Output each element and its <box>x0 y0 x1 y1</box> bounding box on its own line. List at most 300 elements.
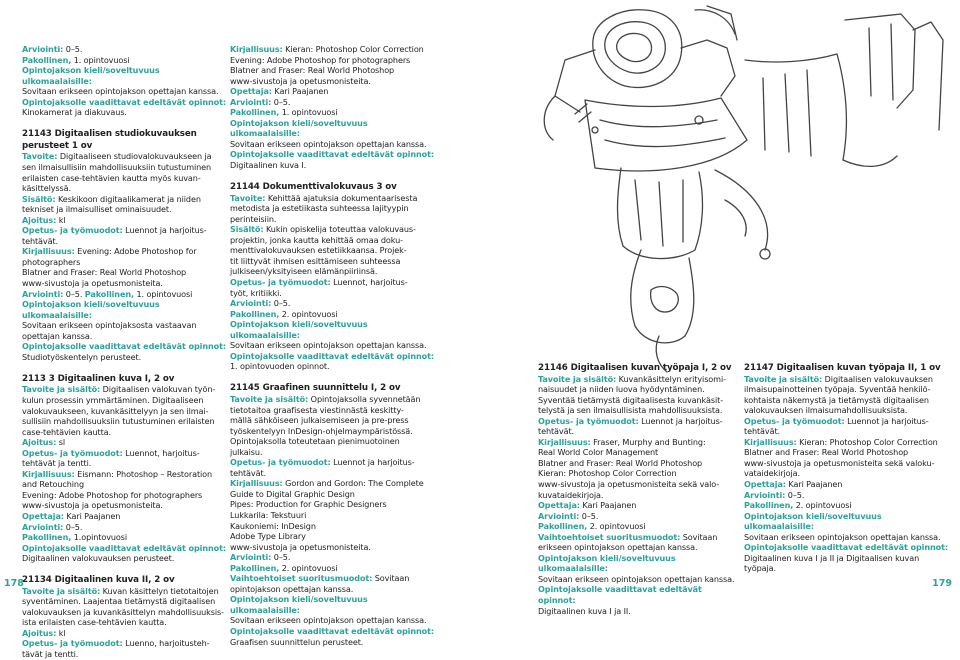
text-line <box>538 384 738 395</box>
text-line <box>22 215 230 226</box>
text-line <box>230 468 440 479</box>
field-label: Pakollinen, <box>84 288 134 299</box>
text-line <box>22 257 230 268</box>
text-line <box>22 341 230 352</box>
field-value: 1. opintovuoden opinnot. <box>230 361 330 372</box>
text-line <box>230 521 440 532</box>
text-line <box>538 437 738 448</box>
field-label: Opetus- ja työmuodot: <box>22 225 123 236</box>
field-value: Studiotyöskentelyn perusteet. <box>22 351 142 362</box>
field-value: valokuvaukseen, kuvankäsittelyyn ja sen ilmai- <box>22 405 209 416</box>
text-line <box>22 352 230 363</box>
text-line <box>230 139 440 150</box>
text-line <box>538 447 738 458</box>
field-value: tekniset ja ilmaisulliset ominaisuudet. <box>22 204 172 215</box>
field-value: Sovitaan erikseen opintojakson opettajan kanssa. <box>230 138 427 149</box>
field-label: Kirjallisuus: <box>744 436 797 447</box>
field-value: 1.opintovuosi <box>71 532 128 543</box>
field-value: sl <box>56 437 66 448</box>
course-title: 2113 3 Digitaalinen kuva I, 2 ov <box>22 373 175 384</box>
field-value: Sovitaan erikseen opintojakson opettajan kanssa. <box>538 573 735 584</box>
field-label: Opintojakson kieli/soveltuvuus ulkomaalaisille: <box>538 552 676 574</box>
course-title: 21145 Graafinen suunnittelu I, 2 ov <box>230 383 401 394</box>
field-value: Sovitaan erikseen opintojakson opettajan kanssa. <box>744 531 941 542</box>
field-value: www-sivustoja ja opetusmonisteita. <box>22 277 163 288</box>
field-value: tietotaitoa graafisesta viestinnästä keskitty- <box>230 404 404 415</box>
text-line <box>22 607 230 618</box>
field-value: Luennot, harjoitus- <box>122 447 200 458</box>
field-label: Ajoitus: <box>22 214 57 225</box>
text-line <box>538 542 738 553</box>
field-value: opintojakson opettajan kanssa. <box>230 583 354 594</box>
text-line <box>22 44 230 55</box>
text-line <box>230 361 440 372</box>
text-line <box>538 405 738 416</box>
field-value: julkiseen/yksityiseen elämänpiiriinsä. <box>230 266 378 277</box>
field-label: Opettaja: <box>538 500 580 511</box>
text-line <box>230 426 440 437</box>
text-line <box>230 563 440 574</box>
field-label: Pakollinen, <box>230 308 280 319</box>
field-value: työskentelyyn InDesign-ohjelmaympäristössä. <box>230 425 413 436</box>
text-line <box>22 553 230 564</box>
text-line <box>744 416 954 427</box>
course-heading <box>22 574 230 586</box>
text-line <box>22 289 230 300</box>
text-line <box>538 468 738 479</box>
course-heading <box>230 181 440 193</box>
field-value: kl <box>56 214 66 225</box>
field-label: Ajoitus: <box>22 437 57 448</box>
course-heading <box>22 128 230 140</box>
course-heading <box>230 382 440 394</box>
field-value: valokuvauksen ilmaisumahdollisuuksista. <box>744 405 908 416</box>
text-line <box>744 479 954 490</box>
text-line <box>538 500 738 511</box>
field-label: Opintojakson kieli/soveltuvuus ulkomaalaisille: <box>230 319 368 340</box>
field-value: kulun prosessin ymmärtäminen. Digitaaliseen <box>22 394 204 405</box>
text-line <box>230 394 440 405</box>
text-line <box>22 236 230 247</box>
field-label: Opintojaksolle vaadittavat edeltävät opinnot: <box>230 625 435 636</box>
field-value: Kari Paajanen <box>785 479 843 490</box>
field-label: Arviointi: <box>230 96 272 107</box>
field-label: Arviointi: <box>22 521 64 532</box>
field-label: Arviointi: <box>230 552 272 563</box>
text-line <box>22 107 230 118</box>
text-line <box>22 204 230 215</box>
field-value: 0–5. <box>63 44 83 54</box>
course-title: 21146 Digitaalisen kuvan työpaja I, 2 ov <box>538 363 732 373</box>
text-line <box>22 617 230 628</box>
field-value: Sovitaan erikseen opintojakson opettajan kanssa. <box>230 615 427 626</box>
text-line <box>230 405 440 416</box>
field-label: Pakollinen, <box>22 54 72 65</box>
field-label: Opintojakson kieli/soveltuvuus ulkomaalaisille: <box>230 117 368 139</box>
field-value: valokuvauksen ja kuvankäsittelyn mahdollisuuksis- <box>22 606 224 617</box>
text-line <box>230 584 440 595</box>
text-line <box>230 224 440 235</box>
field-value: julkaisu. <box>230 446 263 457</box>
text-line <box>230 65 440 76</box>
field-value: www-sivustoja ja opetusmonisteita. <box>230 541 371 552</box>
field-value: Digitaalinen valokuvauksen perusteet. <box>22 553 175 564</box>
text-line <box>22 395 230 406</box>
field-value: 2. opintovuosi <box>279 562 338 573</box>
field-value: Syventää tietämystä digitaalisesta kuvankäsit- <box>538 394 724 405</box>
field-label: Arviointi: <box>22 288 64 299</box>
field-value: tehtävät. <box>22 235 59 246</box>
field-value: and Retouching <box>22 479 84 490</box>
field-value: www-sivustoja ja opetusmonisteita. <box>230 75 371 86</box>
field-value: Digitaalinen kuva I ja II. <box>538 605 631 616</box>
text-line <box>230 245 440 256</box>
field-value: telystä ja sen ilmaisullisista mahdollisuuksista. <box>538 405 723 416</box>
field-label: Opetus- ja työmuodot: <box>744 415 845 426</box>
text-line <box>230 615 440 626</box>
field-value: Fraser, Murphy and Bunting: <box>590 436 706 447</box>
text-line <box>230 340 440 351</box>
field-value: 0–5. <box>579 510 599 521</box>
spacer <box>230 372 440 383</box>
text-line <box>230 436 440 447</box>
field-value: 0–5. <box>271 298 291 309</box>
field-value: tehtävät ja tentti. <box>22 458 92 469</box>
field-label: Pakollinen, <box>538 521 588 532</box>
field-value: Lukkarila: Tekstuuri <box>230 509 307 520</box>
field-label: Opetus- ja työmuodot: <box>22 638 123 649</box>
text-line <box>22 522 230 533</box>
course-title: 21144 Dokumenttivalokuvaus 3 ov <box>230 182 397 193</box>
text-line <box>744 437 954 448</box>
text-line <box>230 118 440 139</box>
field-value: Kieran: Photoshop Color Correction <box>538 468 677 479</box>
text-line <box>538 511 738 522</box>
field-value: 1. opintovuosi <box>279 107 338 118</box>
field-value: case-tehtävien kautta. <box>22 426 111 437</box>
field-value: 0–5. <box>63 288 85 299</box>
field-label: Arviointi: <box>538 510 580 521</box>
field-value: Kieran: Photoshop Color Correction <box>282 44 424 54</box>
text-line <box>538 532 738 543</box>
field-value: Evening: Adobe Photoshop for <box>74 246 197 257</box>
field-label: Kirjallisuus: <box>22 468 75 479</box>
text-line <box>744 395 954 406</box>
field-value: Opintojaksolla toteutetaan pienimuotoinen <box>230 436 400 447</box>
text-line <box>230 351 440 362</box>
field-value: Luennot ja harjoitus- <box>330 457 415 468</box>
field-value: www-sivustoja ja opetusmonisteita sekä valo- <box>538 479 720 490</box>
field-value: Kuvankäsittelyn erityisomi- <box>616 373 726 384</box>
text-line <box>22 331 230 342</box>
field-label: Vaihtoehtoiset suoritusmuodot: <box>230 573 373 584</box>
field-value: Luennot ja harjoitus- <box>844 415 929 426</box>
text-line <box>744 563 954 574</box>
text-line <box>538 395 738 406</box>
text-line <box>22 406 230 417</box>
field-label: Opettaja: <box>230 86 272 97</box>
text-line <box>22 628 230 639</box>
course-title: 21147 Digitaalisen kuvan työpaja II, 1 ov <box>744 363 941 373</box>
text-line <box>538 416 738 427</box>
text-line <box>230 86 440 97</box>
text-line <box>744 384 954 395</box>
field-label: Opintojakson kieli/soveltuvuus ulkomaalaisille: <box>22 65 160 86</box>
text-line <box>230 415 440 426</box>
page-number-left: 178 <box>4 578 24 589</box>
field-label: Tavoite ja sisältö: <box>538 373 617 384</box>
field-value: Sovitaan erikseen opintojakson opettajan kanssa. <box>22 86 219 97</box>
field-value: opettajan kanssa. <box>22 330 93 341</box>
text-line <box>538 574 738 585</box>
column-right-1 <box>538 362 738 616</box>
text-line <box>744 542 954 553</box>
text-line <box>22 183 230 194</box>
field-value: Gordon and Gordon: The Complete <box>282 478 424 489</box>
field-value: photographers <box>22 256 81 267</box>
field-label: Tavoite ja sisältö: <box>22 585 101 596</box>
field-value: naisuudet ja niiden luova hyödyntäminen. <box>538 384 705 395</box>
field-label: Opintojakson kieli/soveltuvuus ulkomaalaisille: <box>744 510 882 532</box>
text-line <box>230 447 440 458</box>
field-label: Sisältö: <box>22 193 56 204</box>
text-line <box>22 384 230 395</box>
field-value: Luennot, harjoitus- <box>330 276 408 287</box>
text-line <box>230 489 440 500</box>
field-value: Digitaalinen kuva I. <box>230 160 307 171</box>
field-value: Blatner and Fraser: Real World Photoshop <box>230 65 395 76</box>
text-line <box>744 500 954 511</box>
text-line <box>230 44 440 55</box>
field-value: perinteisiin. <box>230 213 277 224</box>
text-line <box>22 65 230 86</box>
field-value: Evening: Adobe Photoshop for photographers <box>230 54 411 65</box>
field-value: tit liittyvät ihmisen esittämiseen suhteessa <box>230 255 401 266</box>
field-value: Kinokamerat ja diakuvaus. <box>22 107 127 118</box>
text-line <box>22 55 230 66</box>
field-value: Graafisen suunnittelun perusteet. <box>230 636 364 647</box>
field-value: Eismann: Photoshop – Restoration <box>74 468 213 479</box>
field-label: Arviointi: <box>22 44 64 54</box>
text-line <box>230 76 440 87</box>
text-line <box>744 458 954 469</box>
field-value: Digitaalisen valokuvan työn- <box>100 384 216 395</box>
field-label: Opetus- ja työmuodot: <box>538 415 639 426</box>
text-line <box>22 194 230 205</box>
text-line <box>22 458 230 469</box>
text-line <box>744 553 954 564</box>
field-value: www-sivustoja ja opetusmonisteita. <box>22 500 163 511</box>
field-value: Blatner and Fraser: Real World Photoshop <box>744 447 909 458</box>
field-value: Evening: Adobe Photoshop for photographers <box>22 489 203 500</box>
field-value: Kuvan käsittelyn tietotaitojen <box>100 585 219 596</box>
field-label: Kirjallisuus: <box>538 436 591 447</box>
text-line <box>22 162 230 173</box>
field-value: Digitaalisen valokuvauksen <box>822 373 933 384</box>
field-value: Sovitaan erikseen opintojaksosta vastaavan <box>22 320 197 331</box>
field-value: Sovitaan <box>680 531 718 542</box>
field-value: vataidekirjoja. <box>744 468 800 479</box>
field-value: ista erilaisten case-tehtävien kautta. <box>22 617 167 628</box>
camera-sketch-illustration <box>445 0 960 380</box>
field-value: tehtävät. <box>538 426 575 437</box>
text-line <box>230 107 440 118</box>
field-value: Kieran: Photoshop Color Correction <box>796 436 938 447</box>
field-value: kl <box>56 627 66 638</box>
text-line <box>538 490 738 501</box>
text-line <box>230 97 440 108</box>
field-label: Opetus- ja työmuodot: <box>230 457 331 468</box>
field-label: Tavoite ja sisältö: <box>744 373 823 384</box>
text-line <box>22 638 230 649</box>
text-line <box>22 500 230 511</box>
field-value: menttivalokuvauksen estetiikkaansa. Projek- <box>230 245 407 256</box>
text-line <box>22 469 230 480</box>
field-value: metodista ja estetiikasta suhteessa lajityypin <box>230 203 409 214</box>
field-label: Tavoite ja sisältö: <box>22 384 101 395</box>
text-line <box>230 193 440 204</box>
course-title: perusteet 1 ov <box>22 140 93 151</box>
field-value: tehtävät. <box>744 426 781 437</box>
text-line <box>22 532 230 543</box>
text-line <box>22 86 230 97</box>
text-line <box>230 266 440 277</box>
spacer <box>230 171 440 182</box>
field-value: mällä sähköiseen julkaisemiseen ja pre-press <box>230 415 409 426</box>
field-value: Luennot ja harjoitus- <box>638 415 723 426</box>
text-line <box>22 437 230 448</box>
text-line <box>22 490 230 501</box>
text-line <box>744 468 954 479</box>
field-value: Kaukoniemi: InDesign <box>230 520 316 531</box>
field-value: syventäminen. Laajentaa tietämystä digitaalisen <box>22 596 216 607</box>
field-label: Pakollinen, <box>22 532 72 543</box>
field-value: Real World Color Management <box>538 447 659 458</box>
text-line <box>230 552 440 563</box>
text-line <box>538 553 738 574</box>
text-line <box>22 416 230 427</box>
column-right-2 <box>744 362 954 574</box>
text-line <box>538 521 738 532</box>
spacer <box>22 118 230 129</box>
field-value: Kukin opiskelija toteuttaa valokuvaus- <box>263 224 416 235</box>
field-value: tävät ja tentti. <box>22 649 79 660</box>
field-value: sullisiin mahdollisuuksiin tutustuminen erilaisten <box>22 416 215 427</box>
field-value: kuvataidekirjoja. <box>538 489 604 500</box>
text-line <box>230 160 440 171</box>
field-label: Opintojakson kieli/soveltuvuus ulkomaalaisille: <box>22 299 160 320</box>
field-label: Opettaja: <box>744 479 786 490</box>
text-line <box>230 457 440 468</box>
field-value: 2. opintovuosi <box>587 521 646 532</box>
field-value: 1. opintovuosi <box>71 54 130 65</box>
field-value: Digitaalinen kuva I ja II ja Digitaalisen kuvan <box>744 552 920 563</box>
field-value: 0–5. <box>271 96 291 107</box>
field-value: Sovitaan <box>372 573 410 584</box>
text-line <box>230 309 440 320</box>
field-value: 2. opintovuosi <box>793 500 852 511</box>
field-label: Opintojaksolle vaadittavat edeltävät opinnot: <box>22 542 227 553</box>
text-line <box>22 320 230 331</box>
text-line <box>230 531 440 542</box>
text-line <box>22 299 230 320</box>
text-line <box>230 298 440 309</box>
field-value: Opintojaksolla syvennetään <box>308 393 421 404</box>
text-line <box>22 97 230 108</box>
text-line <box>230 277 440 288</box>
text-line <box>538 606 738 617</box>
field-label: Kirjallisuus: <box>22 246 75 257</box>
text-line <box>538 458 738 469</box>
text-line <box>22 151 230 162</box>
field-label: Opintojaksolle vaadittavat edeltävät opinnot: <box>230 350 435 361</box>
field-value: Kari Paajanen <box>579 500 637 511</box>
field-label: Tavoite ja sisältö: <box>230 393 309 404</box>
text-line <box>744 447 954 458</box>
field-label: Sisältö: <box>230 224 264 235</box>
field-value: 0–5. <box>63 521 83 532</box>
field-value: kohtaista näkemystä ja tietämystä digitaalisen <box>744 394 929 405</box>
field-value: www-sivustoja ja opetusmonisteita sekä valoku- <box>744 457 935 468</box>
field-label: Kirjallisuus: <box>230 478 283 489</box>
field-value: Pipes: Production for Graphic Designers <box>230 499 387 510</box>
field-label: Pakollinen, <box>230 562 280 573</box>
course-title: 21134 Digitaalinen kuva II, 2 ov <box>22 575 175 586</box>
field-value: työt, kritiikki. <box>230 287 282 298</box>
field-label: Opetus- ja työmuodot: <box>230 276 331 287</box>
field-label: Vaihtoehtoiset suoritusmuodot: <box>538 531 681 542</box>
text-line <box>230 235 440 246</box>
text-line <box>230 594 440 615</box>
field-label: Opintojaksolle vaadittavat edeltävät opinnot: <box>538 584 702 606</box>
field-value: 2. opintovuosi <box>279 308 338 319</box>
field-value: Blatner and Fraser: Real World Photoshop <box>22 267 187 278</box>
field-value: projektin, jonka kautta kehittää omaa doku- <box>230 234 403 245</box>
field-value: käsittelyssä. <box>22 183 72 194</box>
text-line <box>538 426 738 437</box>
page-number-right: 179 <box>932 578 952 589</box>
field-label: Arviointi: <box>230 298 272 309</box>
field-value: Luenno, harjoitusteh- <box>122 638 210 649</box>
text-line <box>744 511 954 532</box>
field-value: Luennot ja harjoitus- <box>122 225 207 236</box>
field-label: Opettaja: <box>22 510 64 521</box>
text-line <box>744 532 954 543</box>
field-value: Adobe Type Library <box>230 531 306 542</box>
text-line <box>22 278 230 289</box>
field-label: Ajoitus: <box>22 627 57 638</box>
text-line <box>22 649 230 660</box>
text-line <box>230 626 440 637</box>
field-label: Opintojaksolle vaadittavat edeltävät opinnot: <box>230 149 435 160</box>
field-value: Kari Paajanen <box>271 86 329 97</box>
text-line <box>22 479 230 490</box>
text-line <box>230 256 440 267</box>
text-line <box>230 573 440 584</box>
text-line <box>22 511 230 522</box>
course-heading <box>22 373 230 385</box>
field-value: Sovitaan erikseen opintojakson opettajan kanssa. <box>230 340 427 351</box>
text-line <box>230 214 440 225</box>
spacer <box>22 564 230 575</box>
text-line <box>22 267 230 278</box>
field-value: 0–5. <box>785 489 805 500</box>
text-line <box>538 479 738 490</box>
field-label: Kirjallisuus: <box>230 44 283 54</box>
text-line <box>744 405 954 416</box>
text-line <box>22 225 230 236</box>
text-line <box>230 478 440 489</box>
